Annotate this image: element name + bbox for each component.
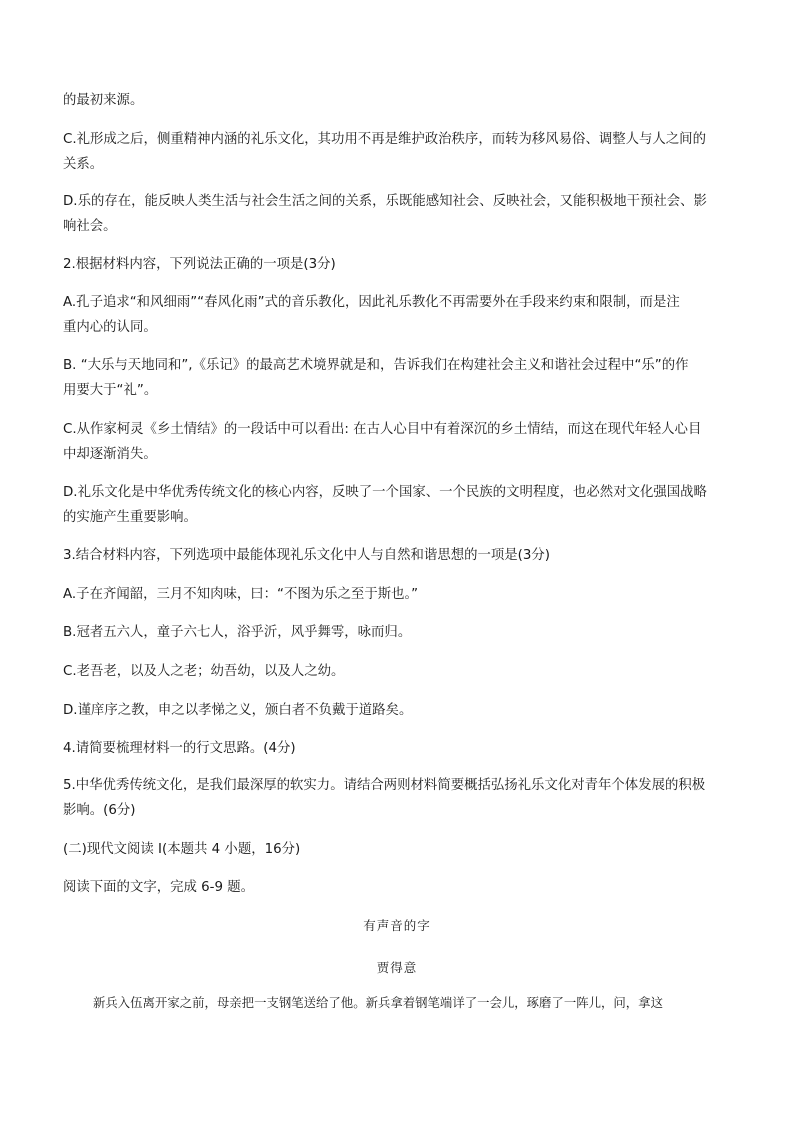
question-4: 4.请简要梳理材料一的行文思路。(4分) xyxy=(63,741,296,756)
question-3-option-d: D.谨庠序之教，申之以孝悌之义，颁白者不负戴于道路矣。 xyxy=(63,703,413,718)
story-first-line: 新兵入伍离开家之前，母亲把一支钢笔送给了他。新兵拿着钢笔端详了一会儿，琢磨了一阵儿，问，拿这 xyxy=(93,995,663,1010)
question-3-option-a: A.子在齐闻韶，三月不知肉味，曰：“不图为乐之至于斯也。” xyxy=(63,587,419,602)
story-author: 贾得意 xyxy=(376,960,418,975)
question-2-option-c: C.从作家柯灵《乡土情结》的一段话中可以看出: 在古人心目中有着深沉的乡土情结，而这在现代年轻人心目 中却逐渐消失。 xyxy=(63,422,702,462)
question-3-option-c: C.老吾老，以及人之老；幼吾幼，以及人之幼。 xyxy=(63,664,345,679)
question-2-option-a: A.孔子追求“和风细雨”“春风化雨”式的音乐教化，因此礼乐教化不再需要外在手段来约束和限制，而是注 重内心的认同。 xyxy=(63,295,680,335)
paragraph: 的最初来源。 xyxy=(63,93,144,108)
question-3-option-b: B.冠者五六人，童子六七人，浴乎沂，风乎舞雩，咏而归。 xyxy=(63,625,412,640)
option-d-paragraph: D.乐的存在，能反映人类生活与社会生活之间的关系，乐既能感知社会、反映社会，又能积极地干预社会、影 响社会。 xyxy=(63,194,707,234)
question-2-option-d: D.礼乐文化是中华优秀传统文化的核心内容，反映了一个国家、一个民族的文明程度，也必然对文化强国战略 的实施产生重要影响。 xyxy=(63,485,707,525)
question-2-stem: 2.根据材料内容，下列说法正确的一项是(3分) xyxy=(63,257,336,272)
option-c-paragraph: C.礼形成之后，侧重精神内涵的礼乐文化，其功用不再是维护政治秩序，而转为移风易俗、调整人与人之间的 关系。 xyxy=(63,132,706,172)
reading-instruction: 阅读下面的文字，完成 6-9 题。 xyxy=(63,880,255,895)
story-title: 有声音的字 xyxy=(363,918,431,933)
question-5: 5.中华优秀传统文化，是我们最深厚的软实力。请结合两则材料简要概括弘扬礼乐文化对青年个体发展的积极 影响。(6分) xyxy=(63,778,706,818)
section-heading: (二)现代文阅读 I(本题共 4 小题，16分) xyxy=(63,842,301,857)
question-3-stem: 3.结合材料内容，下列选项中最能体现礼乐文化中人与自然和谐思想的一项是(3分) xyxy=(63,548,551,563)
question-2-option-b: B. “大乐与天地同和”,《乐记》的最高艺术境界就是和，告诉我们在构建社会主义和谐社会过程中“乐”的作 用要大于“礼”。 xyxy=(63,358,689,398)
